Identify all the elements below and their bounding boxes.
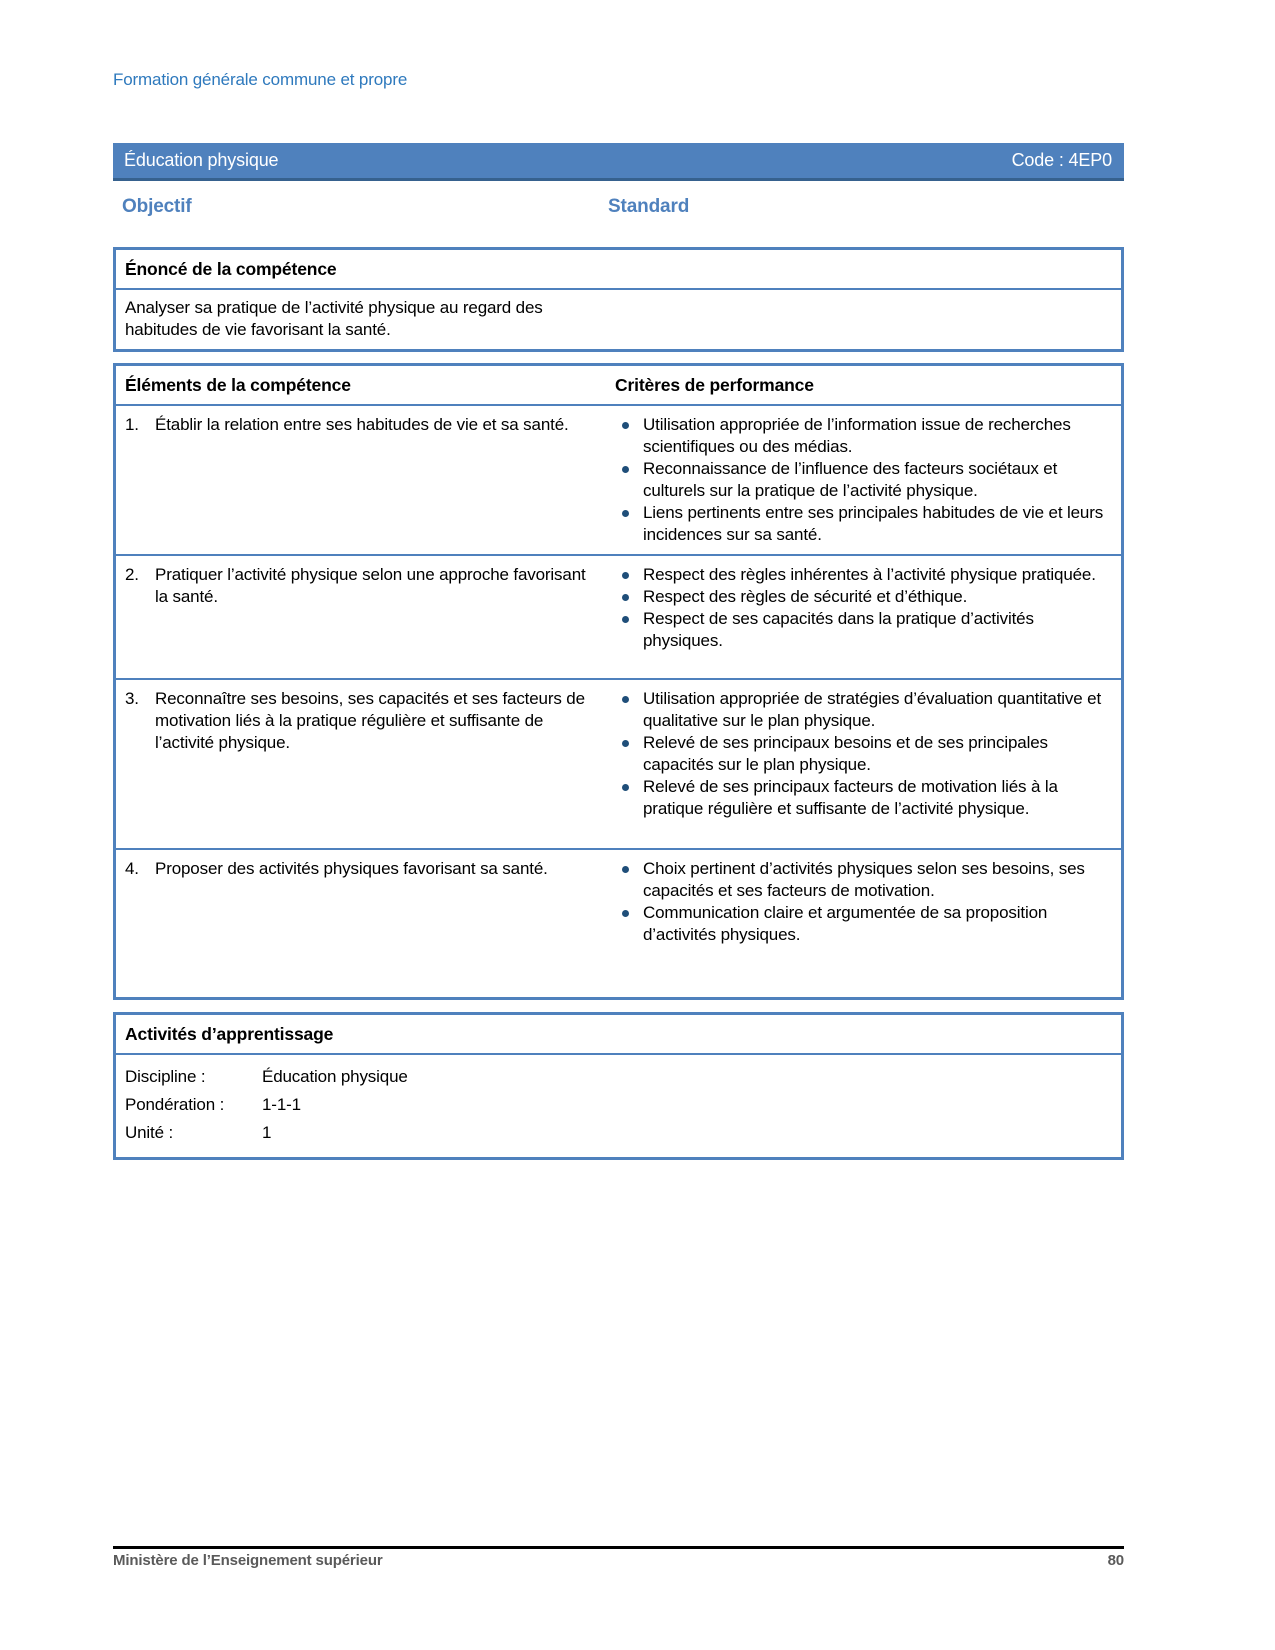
criteria-item: Communication claire et argumentée de sa proposition d’activités physiques. bbox=[615, 902, 1107, 946]
unite-field bbox=[125, 1119, 1111, 1147]
page-footer bbox=[113, 1546, 1124, 1569]
criteria-cell bbox=[613, 680, 1121, 848]
activites-box bbox=[113, 1012, 1124, 1160]
criteria-item: Utilisation appropriée de l’information issue de recherches scientifiques ou des médias. bbox=[615, 414, 1107, 458]
discipline-label: Discipline : bbox=[125, 1067, 206, 1086]
footer-ministry: Ministère de l’Enseignement supérieur bbox=[113, 1552, 383, 1569]
criteria-list bbox=[615, 688, 1111, 820]
competence-table bbox=[113, 363, 1124, 1000]
criteres-column-header: Critères de performance bbox=[615, 375, 814, 395]
element-cell bbox=[116, 406, 613, 554]
criteria-item: Respect des règles de sécurité et d’éthique. bbox=[615, 586, 1107, 608]
enonce-text: Analyser sa pratique de l’activité physique au regard des habitudes de vie favorisant la santé. bbox=[125, 298, 543, 339]
footer-page-number: 80 bbox=[1107, 1552, 1124, 1569]
element-text: Proposer des activités physiques favorisant sa santé. bbox=[155, 859, 548, 878]
table-row bbox=[116, 850, 1121, 1000]
element-text: Pratiquer l’activité physique selon une approche favorisant la santé. bbox=[155, 565, 586, 606]
standard-heading: Standard bbox=[608, 196, 690, 217]
course-code: Code : 4EP0 bbox=[1011, 150, 1112, 170]
element-number: 4. bbox=[125, 859, 139, 878]
enonce-box bbox=[113, 247, 1124, 352]
objectif-heading: Objectif bbox=[122, 196, 192, 217]
criteria-item: Utilisation appropriée de stratégies d’évaluation quantitative et qualitative sur le plan physique. bbox=[615, 688, 1107, 732]
element-text: Reconnaître ses besoins, ses capacités et ses facteurs de motivation liés à la pratique régulière et suffisante de l’activité physique. bbox=[155, 689, 585, 752]
element-number: 1. bbox=[125, 415, 139, 434]
criteria-item: Respect des règles inhérentes à l’activité physique pratiquée. bbox=[615, 564, 1107, 586]
discipline-field bbox=[125, 1063, 1111, 1091]
element-cell bbox=[116, 556, 613, 678]
criteria-item: Respect de ses capacités dans la pratique d’activités physiques. bbox=[615, 608, 1107, 652]
unite-label: Unité : bbox=[125, 1123, 174, 1142]
table-header-row bbox=[116, 366, 1121, 406]
discipline-value: Éducation physique bbox=[262, 1067, 408, 1086]
element-cell bbox=[116, 850, 613, 1000]
section-title-bar bbox=[113, 143, 1124, 181]
criteria-item: Relevé de ses principaux facteurs de motivation liés à la pratique régulière et suffisante de l’activité physique. bbox=[615, 776, 1107, 820]
activites-title: Activités d’apprentissage bbox=[116, 1015, 1121, 1055]
criteria-cell bbox=[613, 556, 1121, 678]
column-headings bbox=[113, 196, 1124, 218]
criteria-item: Choix pertinent d’activités physiques selon ses besoins, ses capacités et ses facteurs de motivation. bbox=[615, 858, 1107, 902]
enonce-title: Énoncé de la compétence bbox=[116, 250, 1121, 290]
criteria-item: Relevé de ses principaux besoins et de ses principales capacités sur le plan physique. bbox=[615, 732, 1107, 776]
criteria-cell bbox=[613, 406, 1121, 554]
ponderation-value: 1-1-1 bbox=[262, 1095, 301, 1114]
elements-column-header: Éléments de la compétence bbox=[125, 375, 351, 395]
criteria-list bbox=[615, 414, 1111, 546]
ponderation-field bbox=[125, 1091, 1111, 1119]
criteria-item: Reconnaissance de l’influence des facteurs sociétaux et culturels sur la pratique de l’activité physique. bbox=[615, 458, 1107, 502]
criteria-cell bbox=[613, 850, 1121, 1000]
table-row bbox=[116, 680, 1121, 850]
section-title: Éducation physique bbox=[124, 150, 279, 170]
unite-value: 1 bbox=[262, 1123, 272, 1142]
table-row bbox=[116, 556, 1121, 680]
element-number: 2. bbox=[125, 565, 139, 584]
element-text: Établir la relation entre ses habitudes de vie et sa santé. bbox=[155, 415, 569, 434]
element-number: 3. bbox=[125, 689, 139, 708]
breadcrumb: Formation générale commune et propre bbox=[113, 70, 408, 89]
element-cell bbox=[116, 680, 613, 848]
criteria-list bbox=[615, 564, 1111, 652]
table-row bbox=[116, 406, 1121, 556]
activites-fields bbox=[116, 1055, 1121, 1157]
ponderation-label: Pondération : bbox=[125, 1095, 225, 1114]
criteria-item: Liens pertinents entre ses principales habitudes de vie et leurs incidences sur sa santé. bbox=[615, 502, 1107, 546]
criteria-list bbox=[615, 858, 1111, 946]
